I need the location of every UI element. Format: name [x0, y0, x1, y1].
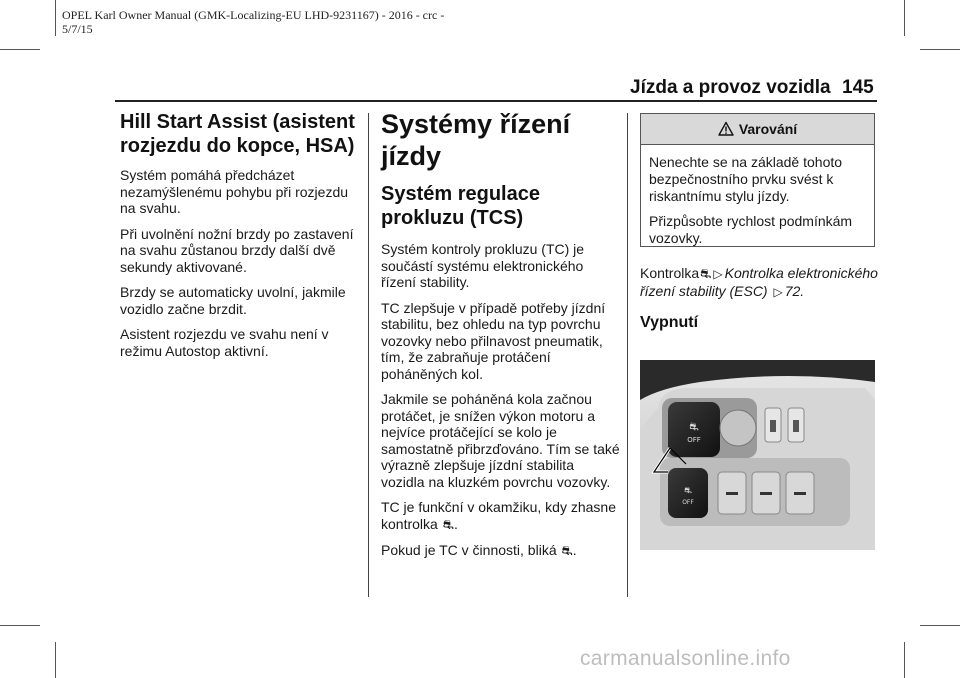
reference-arrow-icon: ▷: [773, 285, 783, 299]
header-rule: [115, 100, 877, 102]
crop-mark: [904, 642, 905, 678]
dashboard-switch-photo: [640, 360, 875, 550]
chapter-title: Systémy řízení jízdy: [381, 109, 571, 171]
svg-text:⛐: ⛐: [689, 420, 699, 433]
crop-mark: [55, 0, 56, 36]
crop-mark: [920, 49, 960, 50]
warning-body: [641, 145, 874, 247]
section-title: Jízda a provoz vozidla: [630, 77, 831, 98]
paragraph-tc-blinks: [381, 542, 621, 560]
column-hill-start-assist: [120, 110, 360, 368]
warning-triangle-icon: [718, 121, 734, 137]
crop-mark: [0, 625, 40, 626]
paragraph: Asistent rozjezdu ve svahu není v režimu Autostop aktivní.: [120, 326, 329, 359]
print-header-date: 5/7/15: [62, 22, 93, 36]
paragraph: Systém pomáhá předcházet nezamýšlenému pohybu při rozjezdu na svahu.: [120, 167, 349, 216]
paragraph-end: .: [572, 542, 577, 558]
reference-prefix: Kontrolka: [640, 265, 700, 281]
skid-car-icon: ⛐: [442, 516, 454, 532]
paragraph: Systém kontroly prokluzu (TC) je součástí systému elektronického řízení stability.: [381, 241, 585, 290]
paragraph: Jakmile se poháněná kola začnou protáčet, je snížen výkon motoru a nejvíce protáčející se kolo je samostatně přibrzďováno. Tím se také výrazně zlepšuje jízdní stabilita vozidla na kluzkém povrchu vozovky.: [381, 391, 620, 490]
paragraph: Při uvolnění nožní brzdy po zastavení na svahu zůstanou brzdy další dvě sekundy aktivované.: [120, 225, 354, 275]
warning-text: Přizpůsobte rychlost podmínkám vozovky.: [649, 213, 853, 246]
paragraph: TC zlepšuje v případě potřeby jízdní stabilitu, bez ohledu na typ povrchu vozovky nebo přilnavost pneumatik, tím, že zabraňuje protáčení poháněných kol.: [381, 299, 606, 382]
page-number: 145: [842, 77, 874, 98]
switch-off-heading: Vypnutí: [640, 314, 699, 331]
warning-box: [640, 113, 875, 247]
hsa-heading: Hill Start Assist (asistent rozjezdu do kopce, HSA): [120, 111, 355, 157]
paragraph-text: Pokud je TC v činnosti, bliká: [381, 542, 557, 558]
reference-link[interactable]: Kontrolka elektronického řízení stability (ESC): [640, 265, 878, 299]
svg-text:OFF: OFF: [687, 436, 701, 444]
column-divider: [627, 113, 628, 597]
crop-mark: [55, 642, 56, 678]
watermark: carmanualsonline.info: [580, 647, 791, 670]
warning-text: Nenechte se na základě tohoto bezpečnostního prvku svést k riskantnímu stylu jízdy.: [649, 154, 843, 204]
skid-car-icon: ⛐: [561, 543, 573, 558]
skid-car-icon: ⛐: [700, 266, 712, 281]
crop-mark: [904, 0, 905, 36]
print-header: [62, 8, 482, 36]
column-divider: [368, 113, 369, 597]
switch-illustration: [640, 360, 875, 550]
crop-mark: [0, 49, 40, 50]
warning-header: [641, 114, 874, 145]
svg-text:⛐: ⛐: [684, 486, 692, 496]
column-esc-reference: [640, 265, 878, 343]
svg-text:OFF: OFF: [682, 499, 694, 506]
warning-title: Varování: [738, 121, 798, 137]
paragraph-end: .: [453, 515, 458, 532]
paragraph: Brzdy se automaticky uvolní, jakmile vozidlo začne brzdit.: [120, 284, 346, 317]
print-header-title: OPEL Karl Owner Manual (GMK-Localizing-EU LHD-9231167) - 2016 - crc -: [62, 8, 445, 22]
column-driving-systems: [381, 108, 621, 569]
cross-reference: [640, 265, 878, 301]
crop-mark: [920, 625, 960, 626]
reference-arrow-icon: ▷: [713, 267, 723, 281]
reference-page[interactable]: 72.: [784, 283, 805, 299]
paragraph-tc-active: [381, 499, 621, 533]
tcs-heading: Systém regulace prokluzu (TCS): [381, 183, 540, 229]
paragraph-text: TC je funkční v okamžiku, kdy zhasne kontrolka: [381, 499, 616, 532]
